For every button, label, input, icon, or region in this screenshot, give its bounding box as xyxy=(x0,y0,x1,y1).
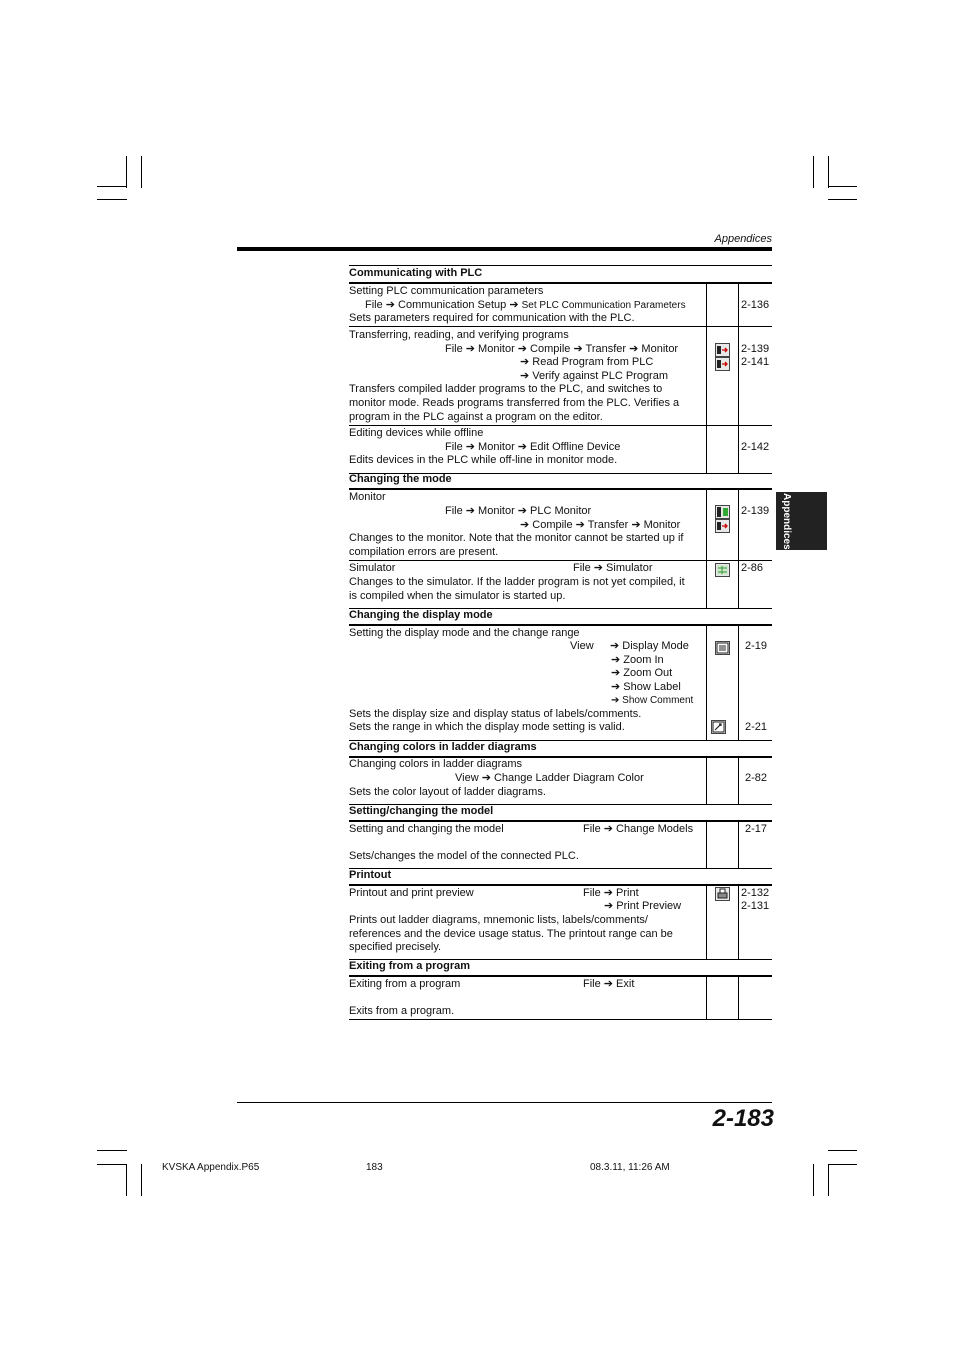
row-description: Exits from a program. xyxy=(349,1005,455,1017)
crop-mark xyxy=(828,199,857,200)
page-ref: 2-139 xyxy=(741,343,770,355)
table-divider xyxy=(738,489,739,608)
menu-path: File ➔ Monitor ➔ Edit Offline Device xyxy=(445,441,621,453)
header-rule xyxy=(237,247,772,251)
table-divider xyxy=(738,625,739,740)
row-description: Prints out ladder diagrams, mnemonic lists, labels/comments/ xyxy=(349,914,648,926)
menu-path: File ➔ Print xyxy=(583,887,639,899)
table-divider xyxy=(706,625,707,740)
menu-path: ➔ Show Label xyxy=(611,681,681,693)
table-divider xyxy=(706,489,707,608)
row-title: Printout and print preview xyxy=(349,887,474,899)
row-title: Setting the display mode and the change range xyxy=(349,627,580,639)
menu-path: ➔ Show Comment xyxy=(611,695,694,706)
crop-mark xyxy=(126,1164,127,1196)
row-description: Changes to the simulator. If the ladder program is not yet compiled, it xyxy=(349,576,685,588)
row-title: Changing colors in ladder diagrams xyxy=(349,758,523,770)
row-description: Sets the range in which the display mode setting is valid. xyxy=(349,721,625,733)
table-divider xyxy=(706,283,707,473)
section-title: Changing the mode xyxy=(349,473,452,485)
section-title-rule xyxy=(349,884,772,886)
page-ref: 2-141 xyxy=(741,356,770,368)
table-divider xyxy=(706,821,707,868)
page-ref: 2-21 xyxy=(745,721,768,733)
table-bottom-rule xyxy=(349,1019,772,1020)
section-title-rule xyxy=(349,282,772,284)
menu-path: View ➔ Change Ladder Diagram Color xyxy=(455,772,644,784)
row-description: references and the device usage status. The printout range can be xyxy=(349,928,673,940)
row-title: Monitor xyxy=(349,491,386,503)
table-divider xyxy=(738,885,739,959)
simulator-icon xyxy=(715,563,730,577)
crop-mark xyxy=(97,186,127,187)
menu-path: ➔ Compile ➔ Transfer ➔ Monitor xyxy=(520,519,681,531)
row-rule xyxy=(349,326,772,327)
table-divider xyxy=(706,757,707,804)
section-title: Printout xyxy=(349,869,392,881)
row-description: Sets/changes the model of the connected PLC. xyxy=(349,850,579,862)
footer-file: KVSKA Appendix.P65 xyxy=(162,1162,260,1173)
table-divider xyxy=(738,757,739,804)
menu-path-part: Set PLC Communication Parameters xyxy=(521,300,686,311)
running-header: Appendices xyxy=(714,233,772,245)
footer-page: 183 xyxy=(366,1162,383,1173)
section-title: Setting/changing the model xyxy=(349,805,494,817)
page-number: 2-183 xyxy=(712,1105,774,1132)
menu-path: ➔ Print Preview xyxy=(604,900,682,912)
row-title: Exiting from a program xyxy=(349,978,461,990)
menu-path-part: File ➔ Communication Setup ➔ xyxy=(365,299,522,311)
menu-path: File ➔ Change Models xyxy=(583,823,694,835)
row-description: program in the PLC against a program on the editor. xyxy=(349,411,603,423)
crop-mark xyxy=(828,186,857,187)
crop-mark xyxy=(828,1164,829,1196)
footer-rule xyxy=(237,1102,772,1103)
crop-mark xyxy=(97,199,127,200)
row-title: Setting PLC communication parameters xyxy=(349,285,544,297)
table-divider xyxy=(706,885,707,959)
section-title-rule xyxy=(349,488,772,490)
page-ref: 2-17 xyxy=(745,823,768,835)
table-divider xyxy=(738,283,739,473)
section-top-rule xyxy=(349,868,772,869)
menu-path: File ➔ Monitor ➔ Compile ➔ Transfer ➔ Monitor xyxy=(445,343,679,355)
menu-path: File ➔ Monitor ➔ PLC Monitor xyxy=(445,505,592,517)
section-title-rule xyxy=(349,820,772,822)
menu-path: ➔ Zoom Out xyxy=(611,667,673,679)
row-title: Transferring, reading, and verifying programs xyxy=(349,329,569,341)
page-ref: 2-19 xyxy=(745,640,768,652)
row-description: Changes to the monitor. Note that the monitor cannot be started up if xyxy=(349,532,684,544)
row-description: Edits devices in the PLC while off-line in monitor mode. xyxy=(349,454,618,466)
side-tab xyxy=(776,492,827,550)
row-description: specified precisely. xyxy=(349,941,442,953)
table-divider xyxy=(738,821,739,868)
page-ref: 2-132 xyxy=(741,887,770,899)
menu-path: ➔ Display Mode xyxy=(610,640,689,652)
crop-mark xyxy=(97,1150,127,1151)
section-title: Communicating with PLC xyxy=(349,267,483,279)
menu-path xyxy=(365,299,686,313)
crop-mark xyxy=(813,1164,814,1196)
menu-path: ➔ Verify against PLC Program xyxy=(520,370,669,382)
page-ref: 2-142 xyxy=(741,441,770,453)
print-icon xyxy=(715,887,730,901)
row-description: Sets parameters required for communication with the PLC. xyxy=(349,312,635,324)
row-title: Editing devices while offline xyxy=(349,427,484,439)
row-title: Simulator xyxy=(349,562,396,574)
section-title-rule xyxy=(349,975,772,977)
crop-mark xyxy=(126,156,127,188)
row-description: Sets the display size and display status of labels/comments. xyxy=(349,708,642,720)
section-title: Changing colors in ladder diagrams xyxy=(349,741,537,753)
page-ref: 2-82 xyxy=(745,772,768,784)
row-description: compilation errors are present. xyxy=(349,546,499,558)
row-description: Sets the color layout of ladder diagrams. xyxy=(349,786,546,798)
section-top-rule xyxy=(349,265,772,266)
row-title: Setting and changing the model xyxy=(349,823,504,835)
side-tab-label: Appendices xyxy=(781,492,792,550)
plc-monitor-icon xyxy=(715,505,730,519)
crop-mark xyxy=(141,156,142,188)
footer-timestamp: 08.3.11, 11:26 AM xyxy=(590,1162,670,1173)
menu-path: File ➔ Simulator xyxy=(573,562,653,574)
crop-mark xyxy=(828,156,829,188)
page-ref: 2-139 xyxy=(741,505,770,517)
read-program-icon xyxy=(715,357,730,371)
page-ref: 2-86 xyxy=(741,562,764,574)
section-title: Exiting from a program xyxy=(349,960,471,972)
crop-mark xyxy=(97,1164,127,1165)
table-divider xyxy=(706,976,707,1019)
change-range-icon xyxy=(711,720,726,734)
row-rule xyxy=(349,425,772,426)
row-description: monitor mode. Reads programs transferred from the PLC. Verifies a xyxy=(349,397,680,409)
row-rule xyxy=(349,560,772,561)
compile-transfer-monitor-icon xyxy=(715,519,730,533)
page-ref: 2-136 xyxy=(741,299,770,311)
table-divider xyxy=(738,976,739,1019)
menu-path: ➔ Zoom In xyxy=(611,654,664,666)
menu-path: View xyxy=(570,640,594,652)
display-mode-icon xyxy=(715,641,730,655)
menu-path: ➔ Read Program from PLC xyxy=(520,356,654,368)
row-description: is compiled when the simulator is started up. xyxy=(349,590,566,602)
row-description: Transfers compiled ladder programs to the PLC, and switches to xyxy=(349,383,663,395)
crop-mark xyxy=(141,1164,142,1196)
transfer-icon xyxy=(715,343,730,357)
section-title: Changing the display mode xyxy=(349,609,493,621)
crop-mark xyxy=(828,1150,857,1151)
page-ref: 2-131 xyxy=(741,900,770,912)
crop-mark xyxy=(828,1164,857,1165)
menu-path: File ➔ Exit xyxy=(583,978,635,990)
section-title-rule xyxy=(349,624,772,626)
crop-mark xyxy=(813,156,814,188)
